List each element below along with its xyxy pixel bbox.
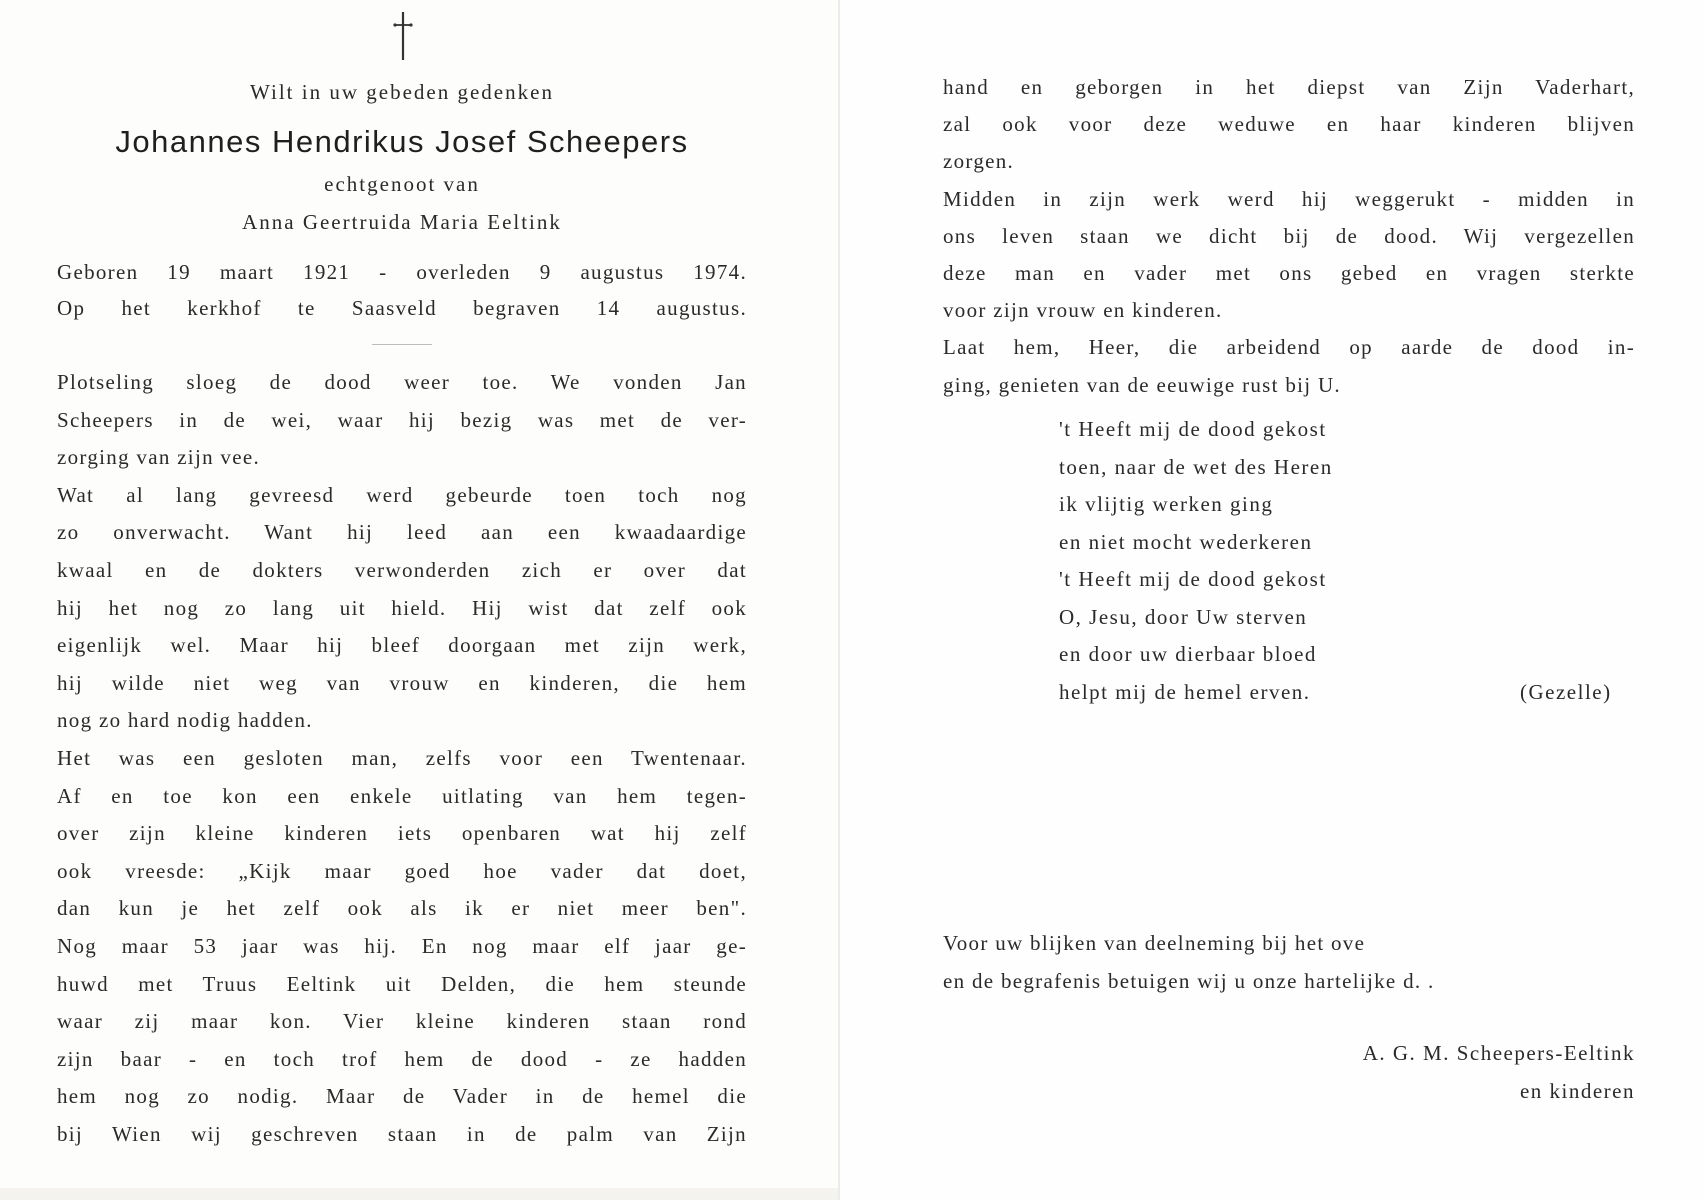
body-line: over zijn kleine kinderen iets openbaren wat hij zelf xyxy=(57,821,747,846)
body-line: ook vreesde: „Kijk maar goed hoe vader dat doet, xyxy=(57,858,747,883)
body-line: hem nog zo nodig. Maar de Vader in de hemel die xyxy=(57,1084,747,1109)
thanks-line-1: Voor uw blijken van deelneming bij het ove xyxy=(943,931,1366,955)
poem-line: helpt mij de hemel erven. xyxy=(1059,679,1311,704)
body-line: voor zijn vrouw en kinderen. xyxy=(943,298,1223,323)
body-line: eigenlijk wel. Maar hij bleef doorgaan met zijn werk, xyxy=(57,633,747,658)
body-line: Midden in zijn werk werd hij weggerukt - midden in xyxy=(943,186,1635,211)
poem-line: O, Jesu, door Uw sterven xyxy=(1059,604,1308,629)
poem-line: 't Heeft mij de dood gekost xyxy=(1059,417,1327,441)
thanks-line-2: en de begrafenis betuigen wij u onze hartelijke d. . xyxy=(943,969,1435,993)
poem xyxy=(1059,411,1333,711)
spouse-name: Anna Geertruida Maria Eeltink xyxy=(242,210,562,234)
intro-line: Wilt in uw gebeden gedenken xyxy=(250,80,554,104)
body-line: ging, genieten van de eeuwige rust bij U. xyxy=(943,372,1341,397)
body-line: zo onverwacht. Want hij leed aan een kwaadaardige xyxy=(57,520,747,545)
body-line: Het was een gesloten man, zelfs voor een Twentenaar. xyxy=(57,746,747,770)
body-line: bij Wien wij geschreven staan in de palm van Zijn xyxy=(57,1122,747,1146)
body-line: Nog maar 53 jaar was hij. En nog maar elf jaar ge- xyxy=(57,934,747,958)
body-line: Wat al lang gevreesd werd gebeurde toen toch nog xyxy=(57,482,747,507)
page-bottom-edge xyxy=(0,1188,838,1200)
body-line: zorgen. xyxy=(943,149,1015,174)
body-line: kwaal en de dokters verwonderden zich er over dat xyxy=(57,558,747,582)
poem-line: toen, naar de wet des Heren xyxy=(1059,454,1333,479)
body-line: ons leven staan we dicht bij de dood. Wij vergezellen xyxy=(943,223,1635,248)
body-line: hij het nog zo lang uit hield. Hij wist dat zelf ook xyxy=(57,595,747,620)
divider xyxy=(372,344,432,345)
signature-subtitle: en kinderen xyxy=(1519,1079,1635,1103)
body-line: Laat hem, Heer, die arbeidend op aarde de dood in- xyxy=(943,335,1635,360)
burial-info: Op het kerkhof te Saasveld begraven 14 augustus. xyxy=(57,296,747,320)
body-line: nog zo hard nodig hadden. xyxy=(57,708,313,733)
poem-author: (Gezelle) xyxy=(1520,680,1612,704)
body-line: huwd met Truus Eeltink uit Delden, die hem steunde xyxy=(57,971,747,996)
poem-line: ik vlijtig werken ging xyxy=(1059,492,1274,516)
cross-icon xyxy=(392,10,414,62)
birth-death-dates: Geboren 19 maart 1921 - overleden 9 augustus 1974. xyxy=(57,260,747,284)
body-line: Scheepers in de wei, waar hij bezig was met de ver- xyxy=(57,407,747,432)
body-line: dan kun je het zelf ook als ik er niet meer ben". xyxy=(57,896,747,921)
body-line: hij wilde niet weg van vrouw en kinderen, die hem xyxy=(57,670,747,695)
body-line: Af en toe kon een enkele uitlating van hem tegen- xyxy=(57,783,747,808)
body-line: waar zij maar kon. Vier kleine kinderen staan rond xyxy=(57,1009,747,1034)
body-line: deze man en vader met ons gebed en vragen sterkte xyxy=(943,261,1635,285)
deceased-name: Johannes Hendrikus Josef Scheepers xyxy=(115,124,689,159)
body-line: Plotseling sloeg de dood weer toe. We vonden Jan xyxy=(57,370,747,394)
poem-line: 't Heeft mij de dood gekost xyxy=(1059,567,1327,591)
body-line: zorging van zijn vee. xyxy=(57,445,261,470)
body-line: zal ook voor deze weduwe en haar kinderen blijven xyxy=(943,112,1635,137)
body-line: zijn baar - en toch trof hem de dood - ze hadden xyxy=(57,1046,747,1071)
poem-line: en door uw dierbaar bloed xyxy=(1059,642,1317,666)
poem-line: en niet mocht wederkeren xyxy=(1059,529,1313,554)
spouse-label: echtgenoot van xyxy=(324,172,480,196)
signature: A. G. M. Scheepers-Eeltink xyxy=(1362,1041,1635,1065)
body-line: hand en geborgen in het diepst van Zijn Vaderhart, xyxy=(943,75,1635,99)
left-page xyxy=(0,0,838,1200)
